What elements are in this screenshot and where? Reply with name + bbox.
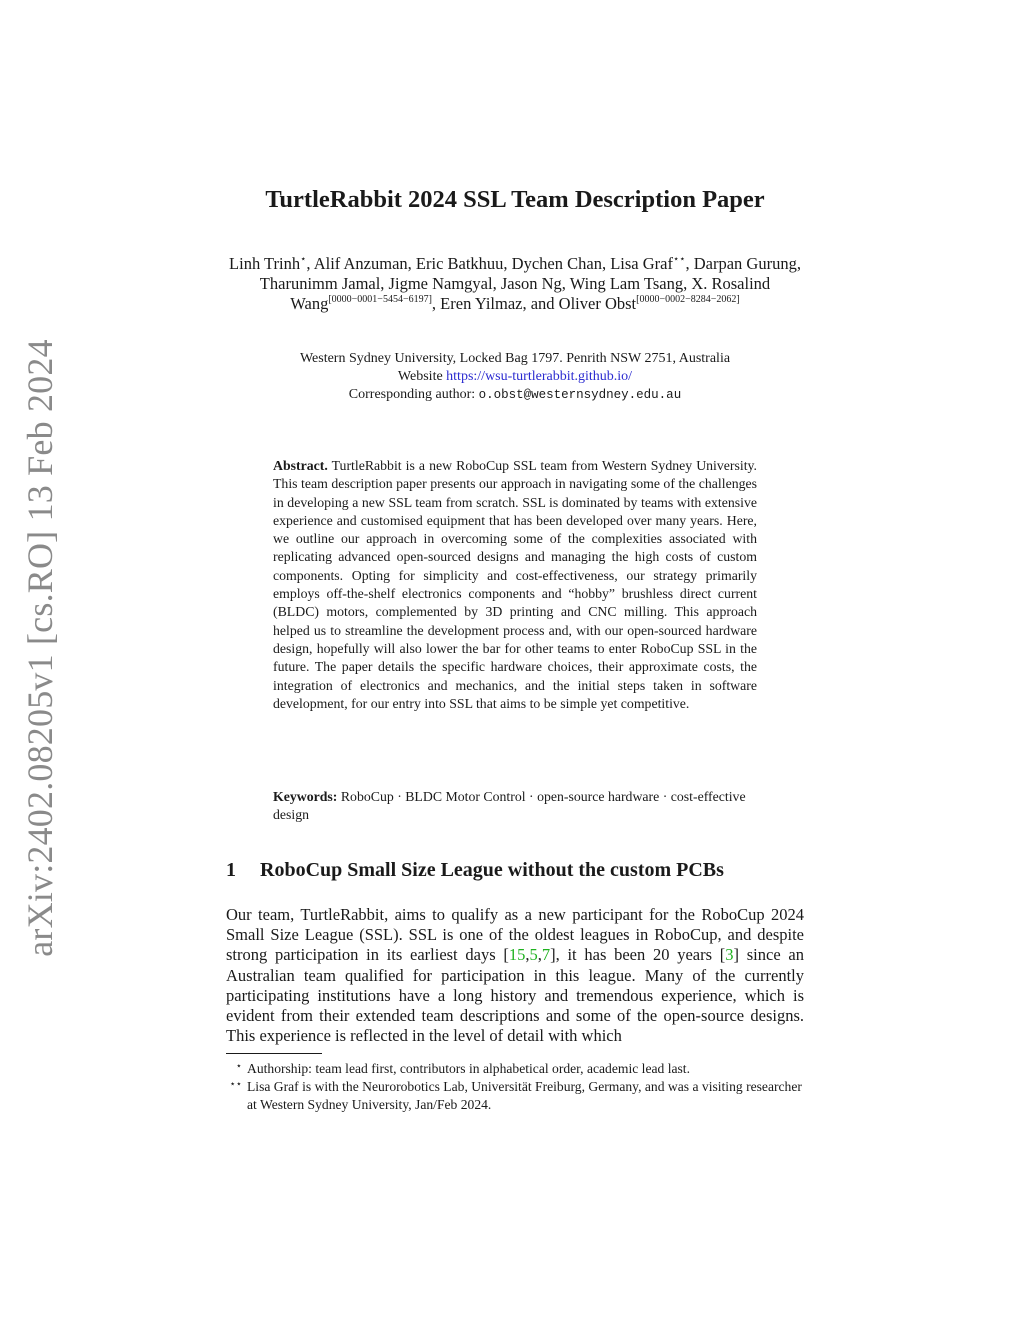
corresponding-line — [180, 386, 850, 404]
footnote — [226, 1060, 806, 1078]
keywords-label: Keywords: — [273, 789, 338, 804]
abstract-label: Abstract. — [273, 458, 328, 473]
paper-title: TurtleRabbit 2024 SSL Team Description Paper — [265, 186, 765, 213]
citation-separator: , — [525, 945, 530, 965]
footnote-rule — [226, 1053, 322, 1054]
paragraph-text: ], it has been 20 years [ — [550, 945, 726, 965]
author-footnote-mark: ⋆ — [300, 254, 307, 265]
author-footnote-mark: ⋆⋆ — [672, 254, 686, 265]
website-label: Website — [397, 369, 447, 384]
citation-link[interactable]: 5 — [529, 945, 538, 965]
footnote-text: Authorship: team lead first, contributors in alphabetical order, academic lead last. — [247, 1061, 690, 1076]
footnote — [226, 1078, 806, 1114]
citation-separator: , — [537, 945, 542, 965]
footnote-text: Lisa Graf is with the Neurorobotics Lab, Universität Freiburg, Germany, and was a visiting researcher at Western Sydney University, Jan/Feb 2024. — [247, 1079, 802, 1112]
citation-link[interactable]: 15 — [508, 945, 526, 965]
author-name: Linh Trinh — [229, 254, 301, 273]
orcid-id: [0000−0002−8284−2062] — [636, 294, 740, 305]
author-name: , Darpan Gurung, Tharunimm Jamal, Jigme Namgyal, Jason Ng, Wing Lam Tsang, X. Rosalind Wang — [259, 254, 801, 313]
abstract-text: TurtleRabbit is a new RoboCup SSL team from Western Sydney University. This team description paper presents our approach in navigating some of the challenges in developing a new SSL team from scratch. SSL is dominated by teams with extensive experience and customised equipment that has been developed over many years. Here, we outline our approach in overcoming some of the complexities associated with replicating advanced open-sourced designs and managing the high costs of custom components. Opting for simplicity and cost-effectiveness, our strategy primarily employs off-the-shelf electronics components and “hobby” brushless direct current (BLDC) motors, complemented by 3D printing and CNC milling. This approach helped us to streamline the development process and, with our open-sourced hardware design, hopefully will also lower the bar for other teams to enter RoboCup SSL in the future. The paper details the specific hardware choices, their approximate costs, the integration of electronics and mechanics, and the initial steps taken in software development, for our entry into SSL that aims to be simple yet competitive. — [273, 458, 757, 711]
orcid-id: [0000−0001−5454−6197] — [328, 294, 432, 305]
section-title: RoboCup Small Size League without the custom PCBs — [260, 859, 724, 881]
affiliation-block — [180, 350, 850, 404]
paragraph-text: ] since an Australian team qualified for participation in this league. Many of the currently participating institutions have a long history and tremendous experience, which is evident from their extended team descriptions and some of the open-source designs. This experience is reflected in the level of detail with which — [226, 945, 804, 1046]
corresponding-email[interactable]: o.obst@westernsydney.edu.au — [478, 388, 682, 402]
footnote-mark: ⋆ — [235, 1061, 242, 1072]
citation-link[interactable]: 7 — [541, 945, 551, 965]
keywords — [273, 788, 757, 825]
abstract — [273, 457, 757, 713]
section-heading — [226, 859, 826, 882]
arxiv-stamp-text: arXiv:2402.08205v1 [cs.RO] 13 Feb 2024 — [20, 339, 60, 957]
footnotes — [226, 1060, 806, 1114]
corresponding-label: Corresponding author: — [348, 387, 479, 402]
paragraph-text: Our team, TurtleRabbit, aims to qualify as a new participant for the RoboCup 2024 Small Size League (SSL). SSL is one of the oldest leagues in RoboCup, and despite strong participation in its earliest days [ — [226, 905, 804, 965]
footnote-mark: ⋆⋆ — [229, 1079, 242, 1090]
author-list — [200, 254, 830, 314]
section-paragraph — [226, 905, 804, 1046]
keywords-text: RoboCup · BLDC Motor Control · open-source hardware · cost-effective design — [273, 789, 746, 823]
author-name: , Eren Yilmaz, and Oliver Obst — [431, 294, 637, 313]
author-name: , Alif Anzuman, Eric Batkhuu, Dychen Chan, Lisa Graf — [306, 254, 673, 273]
website-link[interactable]: https://wsu-turtlerabbit.github.io/ — [446, 369, 633, 384]
citation-link[interactable]: 3 — [725, 945, 734, 965]
affiliation-line: Western Sydney University, Locked Bag 1797. Penrith NSW 2751, Australia — [299, 351, 731, 366]
section-number: 1 — [226, 859, 236, 881]
website-line — [180, 368, 850, 386]
